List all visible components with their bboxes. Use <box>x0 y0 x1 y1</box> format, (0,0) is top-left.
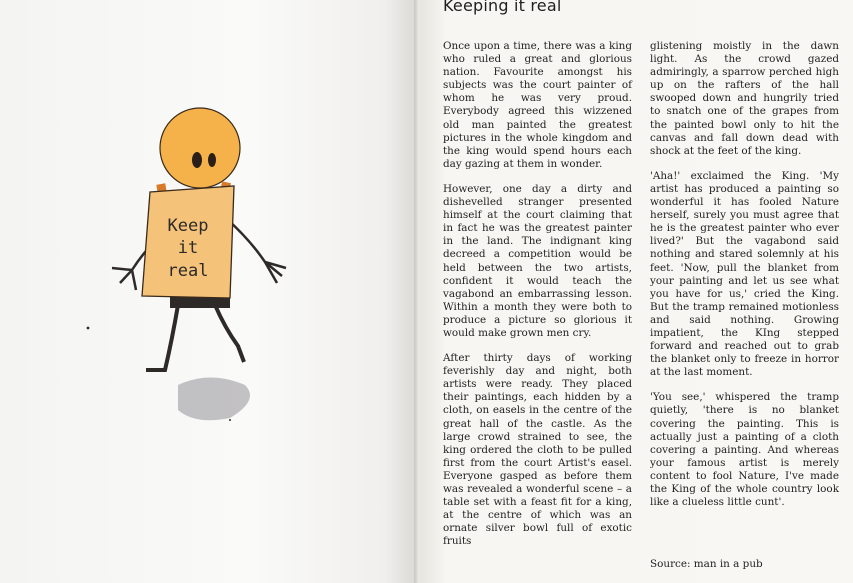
figure-shadow <box>178 378 250 421</box>
paragraph: 'Aha!' exclaimed the King. 'My artist has produced a painting so wonderful it has fooled Nature herself, surely you must agree that he is the greatest painter who ever lived?' But the vagabond said nothing and stared solemnly at his feet. 'Now, pull the blanket from your painting and let us see what you have for us,' cried the King. But the tramp remained motionless and said nothing. Growing impatient, the KIng stepped forward and reached out to grab the blanket only to freeze in horror at the last moment. <box>650 169 839 379</box>
sign-line-1: Keep <box>167 216 209 236</box>
paragraph: glistening moistly in the dawn light. As the crowd gazed admiringly, a sparrow perched high up on the rafters of the hall swooped down and hungrily tried to snatch one of the grapes from the painted bowl only to hit the canvas and fall down dead with shock at the feet of the king. <box>650 40 839 157</box>
article-source: Source: man in a pub <box>650 558 763 570</box>
paragraph: After thirty days of working feverishly day and night, both artists were ready. They placed their paintings, each hidden by a cloth, on easels in the centre of the great hall of the castle. As the large crowd strained to see, the king ordered the cloth to be pulled first from the court Artist's easel. Everyone gasped as before them was revealed a wonderful scene – a table set with a feast fit for a king, at the centre of which was an ornate silver bowl full of exotic fruits <box>443 352 632 548</box>
article-title: Keeping it real <box>443 0 562 15</box>
article-column-left <box>443 40 632 560</box>
sign-line-2: it <box>177 238 199 258</box>
paragraph: 'You see,' whispered the tramp quietly, 'there is no blanket covering the painting. This is actually just a painting of a cloth covering a painting. And whereas your famous artist is merely content to fool Nature, I've made the King of the whole country look like a clueless little cunt'. <box>650 391 839 509</box>
sign-line-3: real <box>167 261 209 281</box>
head <box>160 108 240 188</box>
paragraph: However, one day a dirty and dishevelled stranger presented himself at the court claiming that in fact he was the greatest painter in the land. The indignant king decreed a competition would be held between the two artists, confident it would teach the vagabond an embarrassing lesson. Within a month they were both to produce a picture so glorious it would make grown men cry. <box>443 182 632 339</box>
keep-it-real-illustration <box>60 100 320 440</box>
paragraph: Once upon a time, there was a king who ruled a great and glorious nation. Favourite amongst his subjects was the court painter of whom he was very proud. Everybody agreed this wizzened old man painted the greatest pictures in the whole kingdom and the king would spend hours each day gazing at them in wonder. <box>443 40 632 170</box>
article-column-right <box>650 40 839 521</box>
right-arm <box>228 220 286 283</box>
right-leg <box>215 305 244 362</box>
left-leg <box>146 305 178 370</box>
